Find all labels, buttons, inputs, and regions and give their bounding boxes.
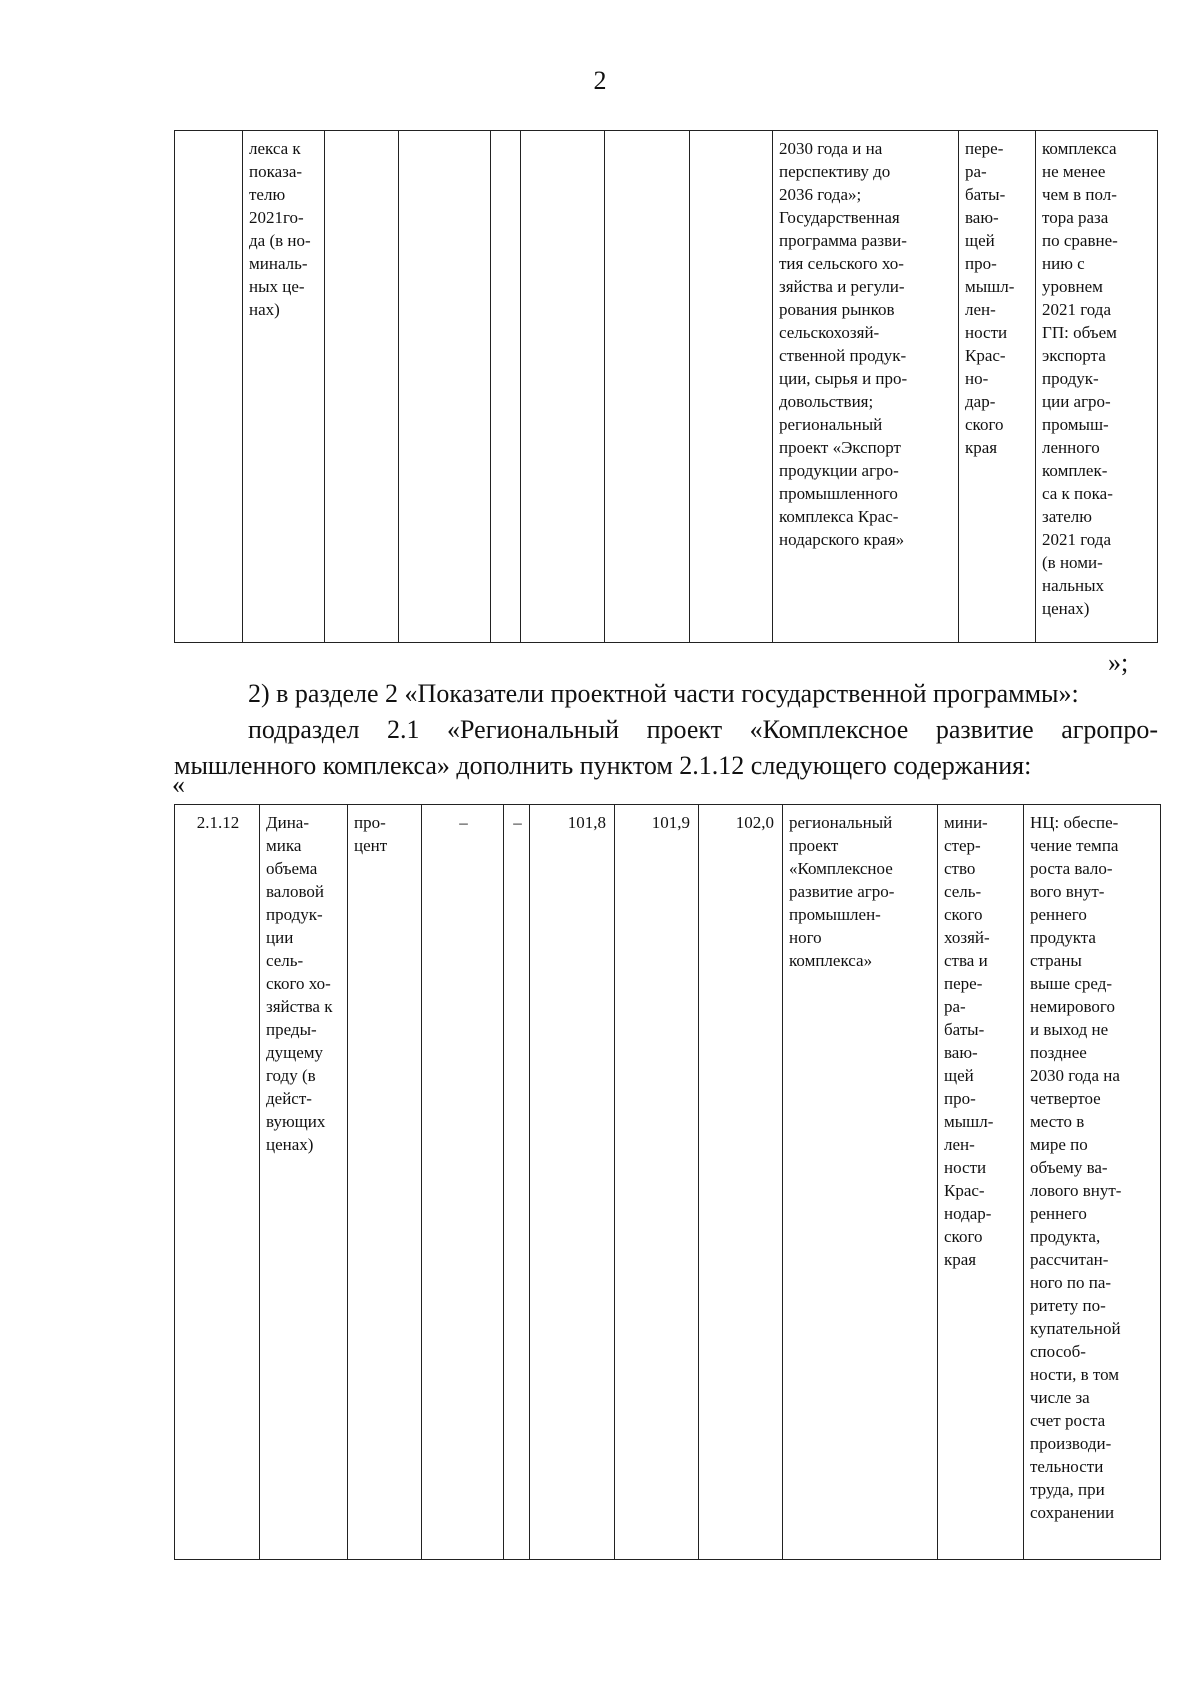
table-cell (690, 131, 773, 643)
indicator-table (174, 804, 1161, 1560)
item-number-cell: 2.1.12 (175, 805, 260, 1560)
table-cell (521, 131, 605, 643)
value-cell: 101,8 (530, 805, 615, 1560)
table-cell (605, 131, 690, 643)
paragraph: подраздел 2.1 «Региональный проект «Комплексное развитие агропро- (248, 715, 1158, 744)
table-cell (175, 131, 243, 643)
table-cell (491, 131, 521, 643)
closing-quote: »; (1108, 648, 1129, 677)
table-cell (325, 131, 399, 643)
goal-cell: НЦ: обеспе- чение темпа роста вало- вого внут- реннего продукта страны выше сред- немирового и выход не позднее 2030 года на четвертое место в мире по объему ва- лового внут- реннего продукта, рассчитан- ного по па- ритету по- купательной способ- ности, в том числе за счет роста производи- тельности труда, при сохранении (1024, 805, 1161, 1560)
table-cell (399, 131, 491, 643)
value-cell: 102,0 (699, 805, 783, 1560)
document-cell: региональный проект «Комплексное развитие агро- промышлен- ного комплекса» (783, 805, 938, 1560)
table-row (175, 131, 1158, 643)
table-cell: лекса к показа- телю 2021го- да (в но- миналь- ных це- нах) (243, 131, 325, 643)
table-cell: комплекса не менее чем в пол- тора раза по сравне- нию с уровнем 2021 года ГП: объем экспорта продук- ции агро- промыш- ленного комплек- са к пока- зателю 2021 года (в номи- нальных ценах) (1036, 131, 1158, 643)
value-cell: – (422, 805, 504, 1560)
paragraph: мышленного комплекса» дополнить пунктом 2.1.12 следующего содержания: (174, 751, 1032, 780)
continuation-table (174, 130, 1158, 643)
page-number: 2 (593, 66, 607, 95)
paragraph: 2) в разделе 2 «Показатели проектной части государственной программы»: (248, 679, 1079, 708)
opening-quote: « (172, 770, 185, 799)
indicator-name-cell: Дина- мика объема валовой продук- ции сель- ского хо- зяйства к преды- дущему году (в дейст- вующих ценах) (260, 805, 348, 1560)
value-cell: – (504, 805, 530, 1560)
responsible-cell: мини- стер- ство сель- ского хозяй- ства и пере- ра- баты- ваю- щей про- мышл- лен- ности Крас- нодар- ского края (938, 805, 1024, 1560)
table-row (175, 805, 1161, 1560)
value-cell: 101,9 (615, 805, 699, 1560)
table-cell: пере- ра- баты- ваю- щей про- мышл- лен- ности Крас- но- дар- ского края (959, 131, 1036, 643)
unit-cell: про- цент (348, 805, 422, 1560)
table-cell: 2030 года и на перспективу до 2036 года»; Государственная программа разви- тия сельского хо- зяйства и регули- рования рынков сельскохозяй- ственной продук- ции, сырья и про- довольствия; региональный проект «Экспорт продукции агро- промышленного комплекса Крас- нодарского края» (773, 131, 959, 643)
